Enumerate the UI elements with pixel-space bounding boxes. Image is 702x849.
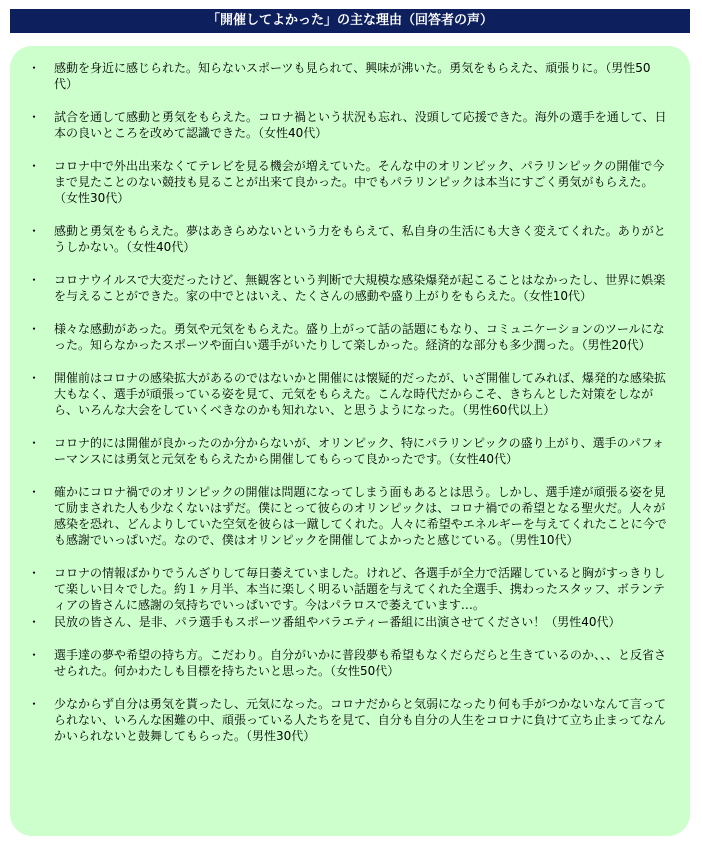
list-item (26, 696, 668, 744)
list-item-text: 開催前はコロナの感染拡大があるのではないかと開催には懐疑的だったが、いざ開催してみれば、爆発的な感染拡大もなく、選手が頑張っている姿を見て、元気をもらえた。こんな時代だからこそ、きちんとした対策をしながら、いろんな大会をしていくべきなのかも知れない、と思うようになった。（男性60代以上） (54, 371, 667, 417)
list-item-text: 確かにコロナ禍でのオリンピックの開催は問題になってしまう面もあるとは思う。しかし、選手達が頑張る姿を見て励まされた人も少なくないはずだ。僕にとって彼らのオリンピックは、コロナ禍での希望となる聖火だ。人々が感染を恐れ、どんよりしていた空気を彼らは一蹴してくれた。人々に希望やエネルギーを与えてくれたことに今でも感謝でいっぱいだ。なので、僕はオリンピックを開催してよかったと感じている。（男性10代） (54, 485, 667, 547)
list-item-text: コロナ中で外出出来なくてテレビを見る機会が増えていた。そんな中のオリンピック、パラリンピックの開催で今まで見たことのない競技も見ることが出来て良かった。中でもパラリンピックは本当にすごく勇気がもらえた。（女性30代） (54, 159, 665, 205)
list-item-text: 試合を通して感動と勇気をもらえた。コロナ禍という状況も忘れ、没頭して応援できた。海外の選手を通して、日本の良いところを改めて認識できた。（女性40代） (54, 110, 667, 140)
bullet-icon: ・ (28, 371, 41, 385)
bullet-icon: ・ (28, 648, 41, 662)
list-item (26, 614, 668, 630)
bullet-icon: ・ (28, 110, 41, 124)
list-item (26, 158, 668, 206)
list-item (26, 370, 668, 418)
reasons-list (26, 60, 668, 744)
list-item-text: 様々な感動があった。勇気や元気をもらえた。盛り上がって話の話題にもなり、コミュニケーションのツールになった。知らなかったスポーツや面白い選手がいたりして楽しかった。経済的な部分も多少潤った。（男性20代） (54, 322, 665, 352)
list-item (26, 272, 668, 304)
bullet-icon: ・ (28, 566, 41, 580)
list-item-text: 民放の皆さん、是非、パラ選手もスポーツ番組やバラエティー番組に出演させてください！（男性40代） (54, 615, 621, 629)
list-item-text: 感動を身近に感じられた。知らないスポーツも見られて、興味が沸いた。勇気をもらえた、頑張りに。（男性50代） (54, 61, 651, 91)
bullet-icon: ・ (28, 322, 41, 336)
list-item (26, 109, 668, 141)
list-item (26, 565, 668, 613)
bullet-icon: ・ (28, 224, 41, 238)
bullet-icon: ・ (28, 273, 41, 287)
bullet-icon: ・ (28, 615, 41, 629)
list-item-text: コロナの情報ばかりでうんざりして毎日萎えていました。けれど、各選手が全力で活躍していると胸がすっきりして楽しい日々でした。約１ヶ月半、本当に楽しく明るい話題を与えてくれた全選手、携わったスタッフ、ボランティアの皆さんに感謝の気持ちでいっぱいです。今はパラロスで萎えています…。 (54, 566, 666, 612)
list-item-text: 感動と勇気をもらえた。夢はあきらめないという力をもらえて、私自身の生活にも大きく変えてくれた。ありがとうしかない。（女性40代） (54, 224, 666, 254)
list-item-text: 少なからず自分は勇気を貰ったし、元気になった。コロナだからと気弱になったり何も手がつかないなんて言ってられない、いろんな困難の中、頑張っている人たちを見て、自分も自分の人生をコロナに負けて立ち止まってなんかいられないと鼓舞してもらった。（男性30代） (54, 697, 667, 743)
list-item (26, 223, 668, 255)
bullet-icon: ・ (28, 159, 41, 173)
list-item (26, 321, 668, 353)
bullet-icon: ・ (28, 436, 41, 450)
list-item (26, 60, 668, 92)
page-title: 「開催してよかった」の主な理由（回答者の声） (10, 9, 690, 33)
list-item-text: コロナウイルスで大変だったけど、無観客という判断で大規模な感染爆発が起こることはなかったし、世界に娯楽を与えることができた。家の中でとはいえ、たくさんの感動や盛り上がりをもらえた。（女性10代） (54, 273, 666, 303)
list-item (26, 435, 668, 467)
bullet-icon: ・ (28, 485, 41, 499)
list-item (26, 484, 668, 548)
reasons-panel (10, 46, 690, 836)
list-item-text: コロナ的には開催が良かったのか分からないが、オリンピック、特にパラリンピックの盛り上がり、選手のパフォーマンスには勇気と元気をもらえたから開催してもらって良かったです。（女性40代） (54, 436, 664, 466)
list-item-text: 選手達の夢や希望の持ち方。こだわり。自分がいかに普段夢も希望もなくだらだらと生きているのか、、、と反省させられた。何かわたしも目標を持ちたいと思った。（女性50代） (54, 648, 667, 678)
bullet-icon: ・ (28, 61, 41, 75)
list-item (26, 647, 668, 679)
bullet-icon: ・ (28, 697, 41, 711)
